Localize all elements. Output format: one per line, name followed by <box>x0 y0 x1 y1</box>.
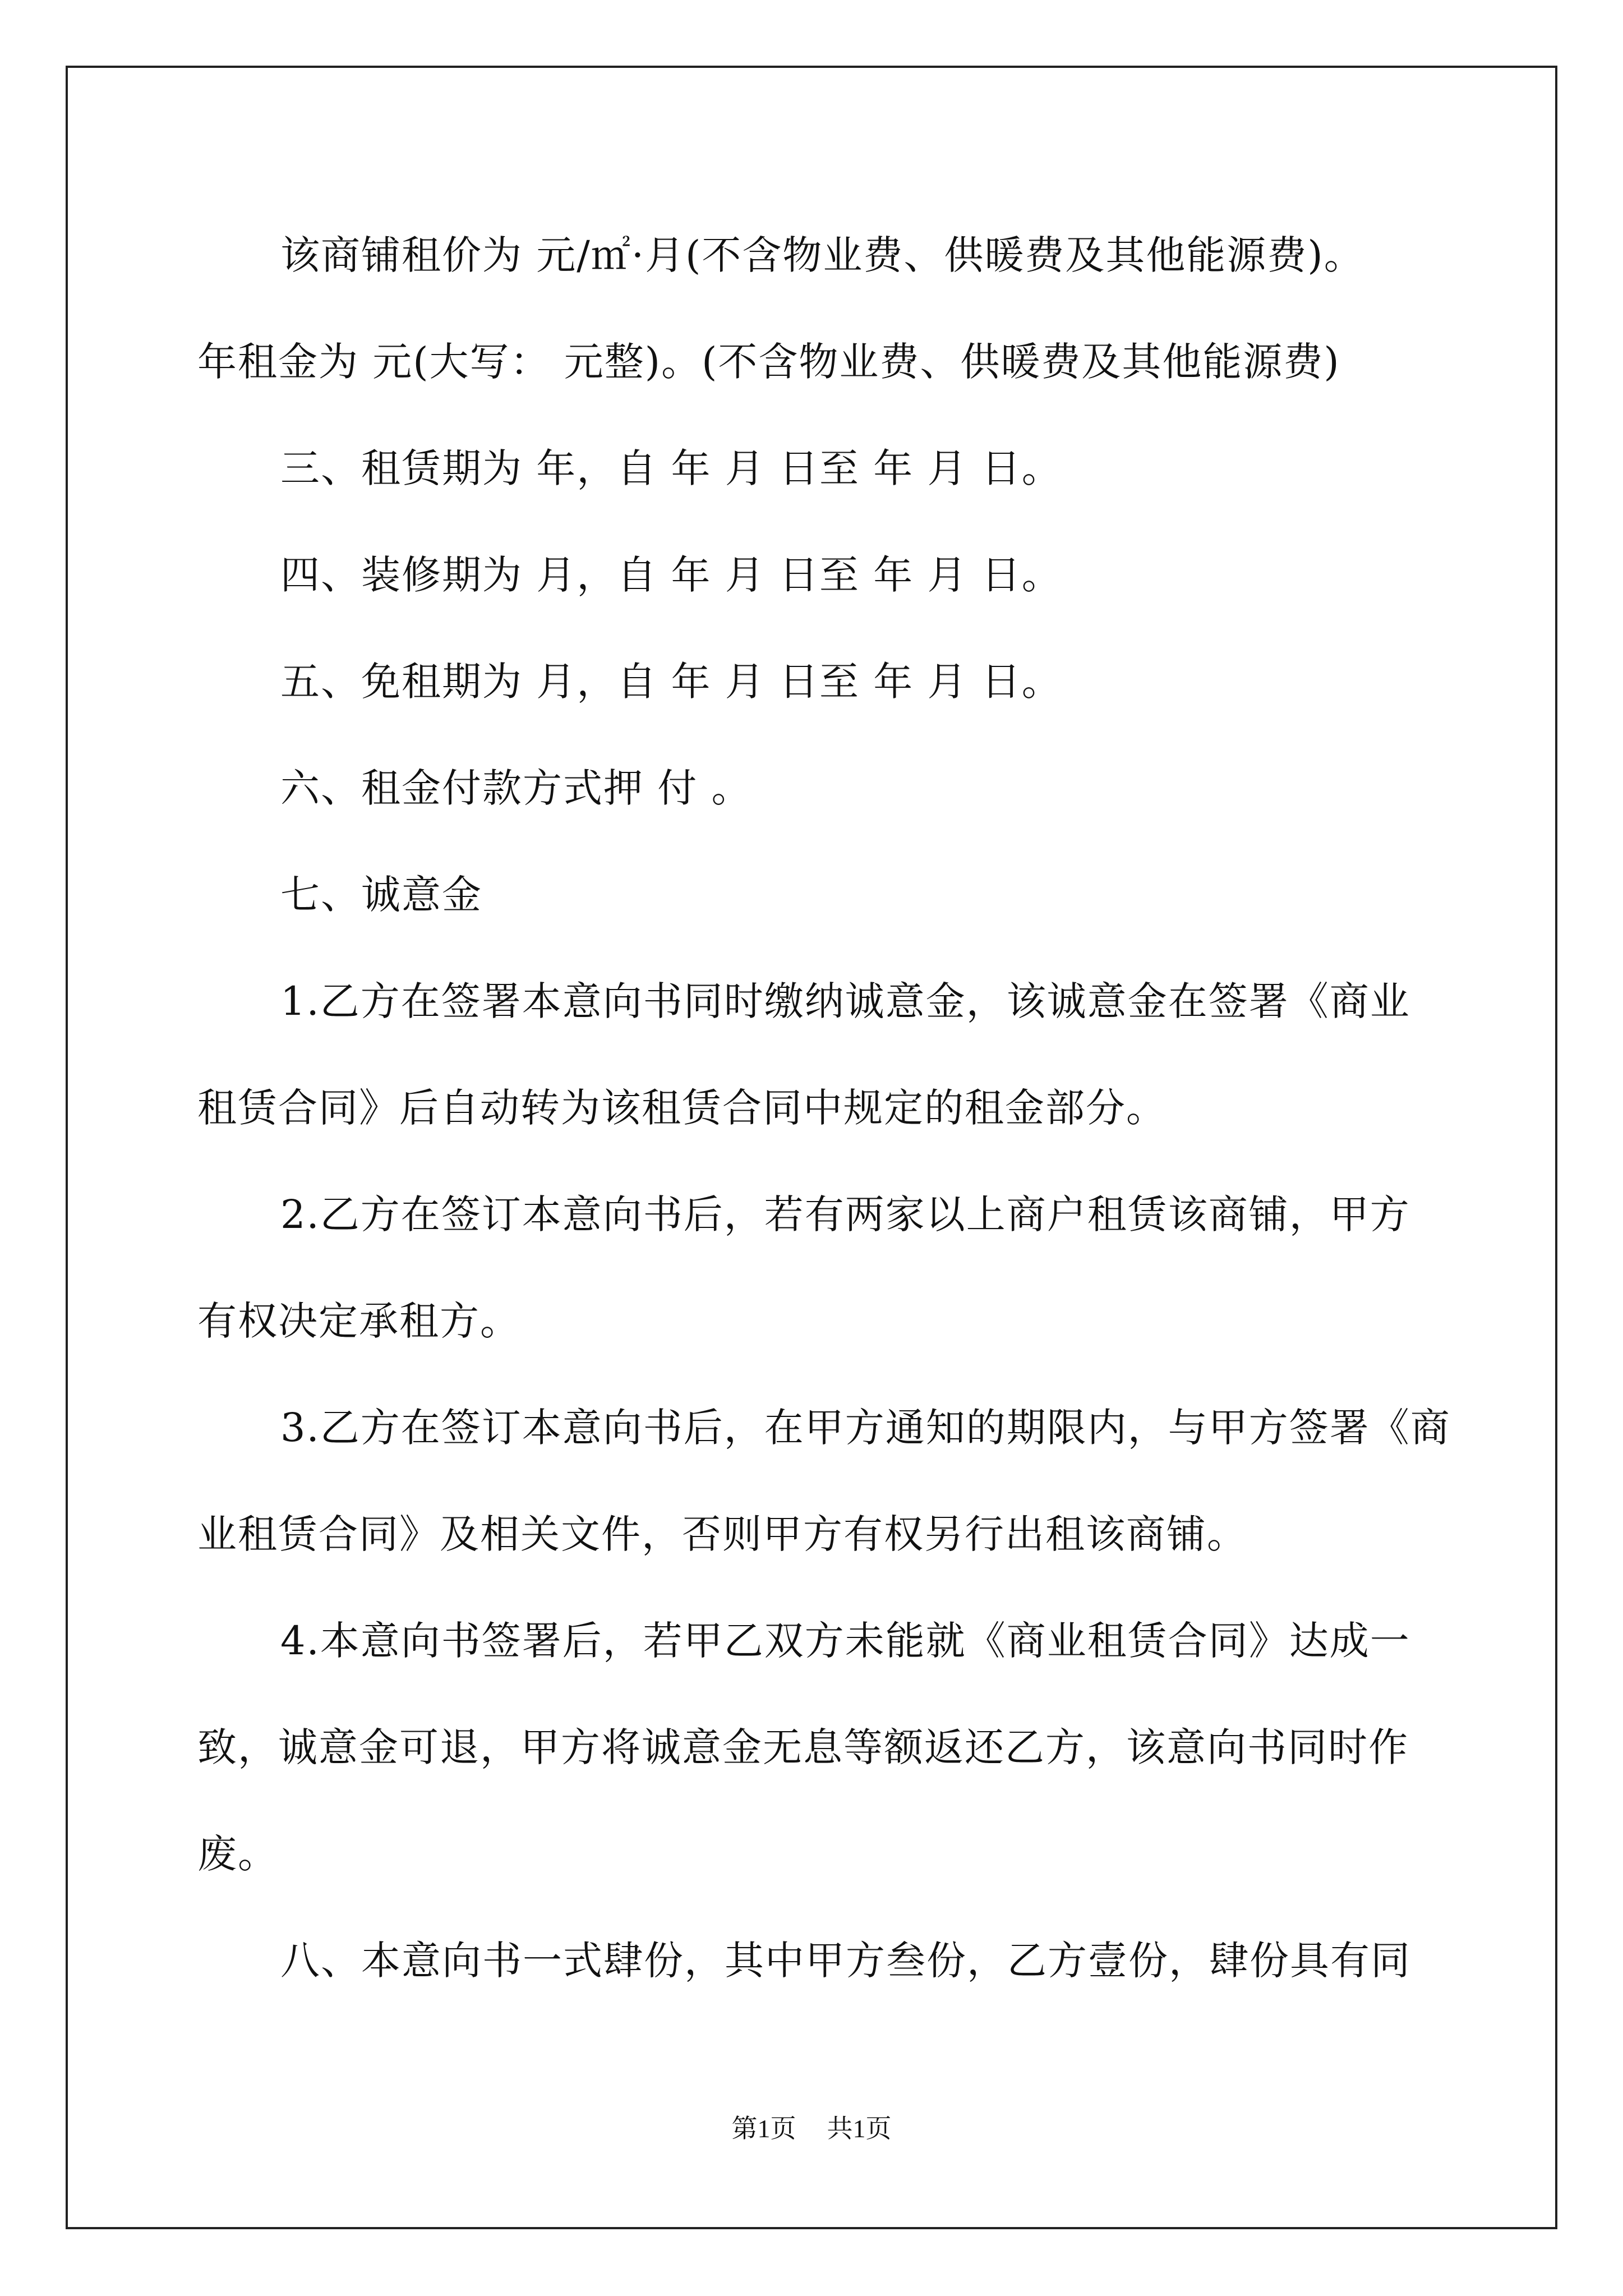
clause-renovation-period: 四、装修期为 月，自 年 月 日至 年 月 日。 <box>280 552 1062 598</box>
deposit-item-2-line-1: 2.乙方在签订本意向书后，若有两家以上商户租赁该商铺，甲方 <box>280 1191 1410 1237</box>
clause-copies: 八、本意向书一式肆份，其中甲方叁份，乙方壹份，肆份具有同 <box>280 1938 1411 1984</box>
page-border <box>66 66 1557 2229</box>
deposit-item-2-line-2: 有权决定承租方。 <box>197 1298 520 1344</box>
deposit-item-3-line-1: 3.乙方在签订本意向书后，在甲方通知的期限内，与甲方签署《商 <box>280 1405 1451 1451</box>
page-number-total: 共1页 <box>827 2114 892 2143</box>
deposit-item-4-line-3: 废。 <box>197 1831 278 1877</box>
clause-payment-method: 六、租金付款方式押 付 。 <box>280 765 752 811</box>
deposit-item-1-line-2: 租赁合同》后自动转为该租赁合同中规定的租金部分。 <box>197 1085 1166 1131</box>
paragraph-line-rent-price: 该商铺租价为 元/㎡·月(不含物业费、供暖费及其他能源费)。 <box>280 232 1364 278</box>
paragraph-line-annual-rent: 年租金为 元(大写： 元整)。(不含物业费、供暖费及其他能源费) <box>197 339 1340 385</box>
page-footer <box>0 2112 1623 2146</box>
deposit-item-3-line-2: 业租赁合同》及相关文件，否则甲方有权另行出租该商铺。 <box>197 1511 1247 1557</box>
clause-rent-free-period: 五、免租期为 月，自 年 月 日至 年 月 日。 <box>280 659 1062 705</box>
page-number-current: 第1页 <box>731 2114 796 2143</box>
deposit-item-4-line-1: 4.本意向书签署后，若甲乙双方未能就《商业租赁合同》达成一 <box>280 1618 1410 1664</box>
deposit-item-1-line-1: 1.乙方在签署本意向书同时缴纳诚意金，该诚意金在签署《商业 <box>280 978 1410 1024</box>
clause-lease-term: 三、租赁期为 年，自 年 月 日至 年 月 日。 <box>280 445 1062 491</box>
deposit-item-4-line-2: 致，诚意金可退，甲方将诚意金无息等额返还乙方，该意向书同时作 <box>197 1724 1409 1770</box>
clause-heading-deposit: 七、诚意金 <box>280 872 482 918</box>
